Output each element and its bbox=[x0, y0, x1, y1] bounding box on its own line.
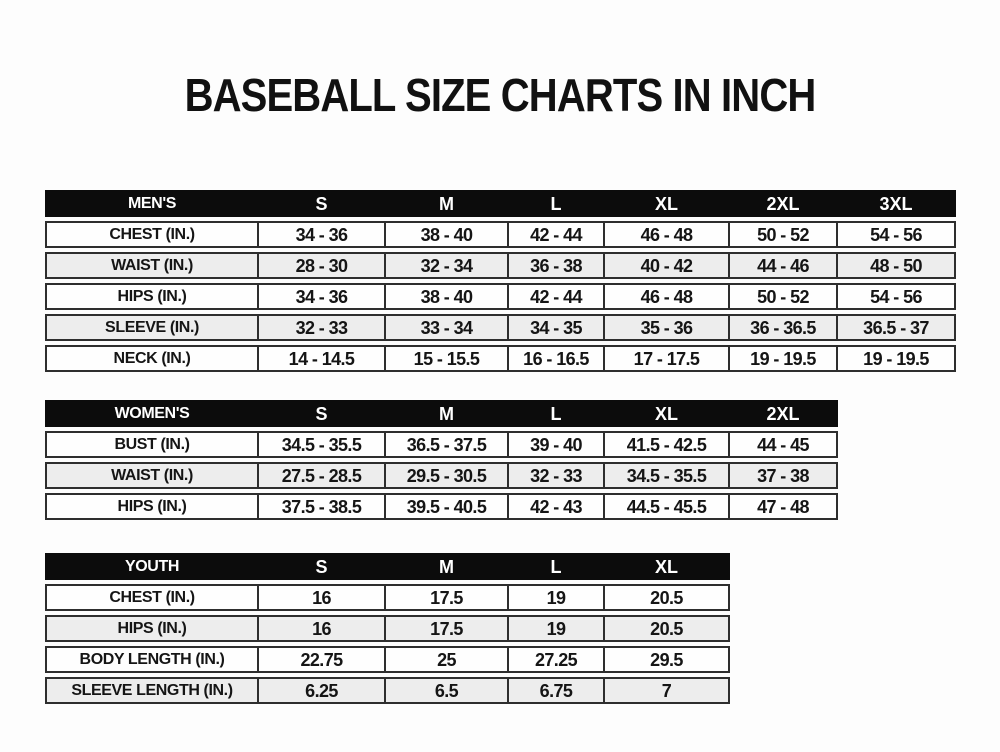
size-cell: 44.5 - 45.5 bbox=[603, 495, 728, 518]
size-cell: 19 bbox=[507, 617, 603, 640]
row-label: WAIST (IN.) bbox=[111, 466, 193, 484]
size-cell: 29.5 bbox=[603, 648, 728, 671]
size-cell: 41.5 - 42.5 bbox=[603, 433, 728, 456]
size-cell: 32 - 33 bbox=[507, 464, 603, 487]
womens-column-header-s: S bbox=[315, 403, 328, 424]
size-cell: 50 - 52 bbox=[728, 223, 836, 246]
row-label: CHEST (IN.) bbox=[109, 588, 195, 606]
youth-sleeve-length-row bbox=[45, 677, 730, 704]
size-cell: 35 - 36 bbox=[603, 316, 728, 339]
size-cell: 25 bbox=[384, 648, 507, 671]
size-cell: 17.5 bbox=[384, 586, 507, 609]
size-cell: 40 - 42 bbox=[603, 254, 728, 277]
size-cell: 19 - 19.5 bbox=[836, 347, 954, 370]
youth-header-row bbox=[45, 553, 730, 580]
youth-column-header-s: S bbox=[315, 556, 328, 577]
mens-table-title: MEN'S bbox=[127, 194, 177, 212]
row-label: NECK (IN.) bbox=[113, 349, 191, 367]
size-cell: 20.5 bbox=[603, 586, 728, 609]
row-label: HIPS (IN.) bbox=[117, 287, 187, 305]
size-cell: 7 bbox=[603, 679, 728, 702]
size-cell: 38 - 40 bbox=[384, 223, 507, 246]
size-cell: 44 - 45 bbox=[728, 433, 836, 456]
size-cell: 29.5 - 30.5 bbox=[384, 464, 507, 487]
size-cell: 47 - 48 bbox=[728, 495, 836, 518]
size-cell: 32 - 33 bbox=[257, 316, 384, 339]
womens-column-header-m: M bbox=[439, 403, 454, 424]
size-cell: 48 - 50 bbox=[836, 254, 954, 277]
size-cell: 16 - 16.5 bbox=[507, 347, 603, 370]
row-label: BODY LENGTH (IN.) bbox=[79, 650, 225, 668]
mens-column-header-l: L bbox=[550, 193, 562, 214]
mens-hips-row bbox=[45, 283, 956, 310]
size-cell: 34 - 36 bbox=[257, 223, 384, 246]
mens-column-header-m: M bbox=[439, 193, 454, 214]
size-cell: 28 - 30 bbox=[257, 254, 384, 277]
size-cell: 16 bbox=[257, 617, 384, 640]
size-cell: 15 - 15.5 bbox=[384, 347, 507, 370]
size-cell: 34.5 - 35.5 bbox=[603, 464, 728, 487]
mens-sleeve-row bbox=[45, 314, 956, 341]
size-cell: 6.75 bbox=[507, 679, 603, 702]
mens-column-header-xl: XL bbox=[654, 193, 678, 214]
youth-column-header-l: L bbox=[550, 556, 562, 577]
womens-header-row bbox=[45, 400, 838, 427]
size-cell: 42 - 44 bbox=[507, 285, 603, 308]
womens-hips-row bbox=[45, 493, 838, 520]
mens-column-header-s: S bbox=[315, 193, 328, 214]
size-cell: 22.75 bbox=[257, 648, 384, 671]
size-cell: 46 - 48 bbox=[603, 285, 728, 308]
size-cell: 27.25 bbox=[507, 648, 603, 671]
size-cell: 36 - 38 bbox=[507, 254, 603, 277]
size-cell: 39.5 - 40.5 bbox=[384, 495, 507, 518]
youth-column-header-m: M bbox=[439, 556, 454, 577]
youth-column-header-xl: XL bbox=[654, 556, 678, 577]
size-cell: 36.5 - 37.5 bbox=[384, 433, 507, 456]
size-cell: 38 - 40 bbox=[384, 285, 507, 308]
size-cell: 33 - 34 bbox=[384, 316, 507, 339]
youth-table-title: YOUTH bbox=[124, 557, 179, 575]
size-cell: 17 - 17.5 bbox=[603, 347, 728, 370]
size-cell: 50 - 52 bbox=[728, 285, 836, 308]
size-cell: 54 - 56 bbox=[836, 223, 954, 246]
youth-body-length-row bbox=[45, 646, 730, 673]
mens-chest-row bbox=[45, 221, 956, 248]
size-cell: 34 - 35 bbox=[507, 316, 603, 339]
womens-size-table bbox=[45, 400, 838, 524]
row-label: BUST (IN.) bbox=[114, 435, 190, 453]
size-cell: 34.5 - 35.5 bbox=[257, 433, 384, 456]
size-cell: 14 - 14.5 bbox=[257, 347, 384, 370]
size-cell: 42 - 44 bbox=[507, 223, 603, 246]
size-cell: 42 - 43 bbox=[507, 495, 603, 518]
size-cell: 17.5 bbox=[384, 617, 507, 640]
size-cell: 37 - 38 bbox=[728, 464, 836, 487]
size-cell: 19 - 19.5 bbox=[728, 347, 836, 370]
size-cell: 16 bbox=[257, 586, 384, 609]
womens-waist-row bbox=[45, 462, 838, 489]
size-cell: 44 - 46 bbox=[728, 254, 836, 277]
size-cell: 20.5 bbox=[603, 617, 728, 640]
youth-size-table bbox=[45, 553, 730, 708]
mens-size-table bbox=[45, 190, 956, 376]
row-label: HIPS (IN.) bbox=[117, 619, 187, 637]
size-cell: 34 - 36 bbox=[257, 285, 384, 308]
row-label: SLEEVE (IN.) bbox=[105, 318, 199, 336]
youth-hips-row bbox=[45, 615, 730, 642]
row-label: HIPS (IN.) bbox=[117, 497, 187, 515]
womens-column-header-l: L bbox=[550, 403, 562, 424]
size-cell: 39 - 40 bbox=[507, 433, 603, 456]
size-cell: 36 - 36.5 bbox=[728, 316, 836, 339]
womens-column-header-xl: XL bbox=[654, 403, 678, 424]
youth-chest-row bbox=[45, 584, 730, 611]
row-label: SLEEVE LENGTH (IN.) bbox=[71, 681, 233, 699]
womens-bust-row bbox=[45, 431, 838, 458]
size-cell: 54 - 56 bbox=[836, 285, 954, 308]
page-title: BASEBALL SIZE CHARTS IN INCH bbox=[184, 69, 816, 121]
size-cell: 36.5 - 37 bbox=[836, 316, 954, 339]
size-cell: 46 - 48 bbox=[603, 223, 728, 246]
mens-column-header-2xl: 2XL bbox=[766, 193, 800, 214]
mens-column-header-3xl: 3XL bbox=[879, 193, 913, 214]
womens-table-title: WOMEN'S bbox=[114, 404, 190, 422]
size-cell: 37.5 - 38.5 bbox=[257, 495, 384, 518]
mens-neck-row bbox=[45, 345, 956, 372]
size-cell: 32 - 34 bbox=[384, 254, 507, 277]
size-cell: 19 bbox=[507, 586, 603, 609]
row-label: CHEST (IN.) bbox=[109, 225, 195, 243]
row-label: WAIST (IN.) bbox=[111, 256, 193, 274]
mens-header-row bbox=[45, 190, 956, 217]
size-cell: 6.25 bbox=[257, 679, 384, 702]
womens-column-header-2xl: 2XL bbox=[766, 403, 800, 424]
mens-waist-row bbox=[45, 252, 956, 279]
size-cell: 27.5 - 28.5 bbox=[257, 464, 384, 487]
size-cell: 6.5 bbox=[384, 679, 507, 702]
